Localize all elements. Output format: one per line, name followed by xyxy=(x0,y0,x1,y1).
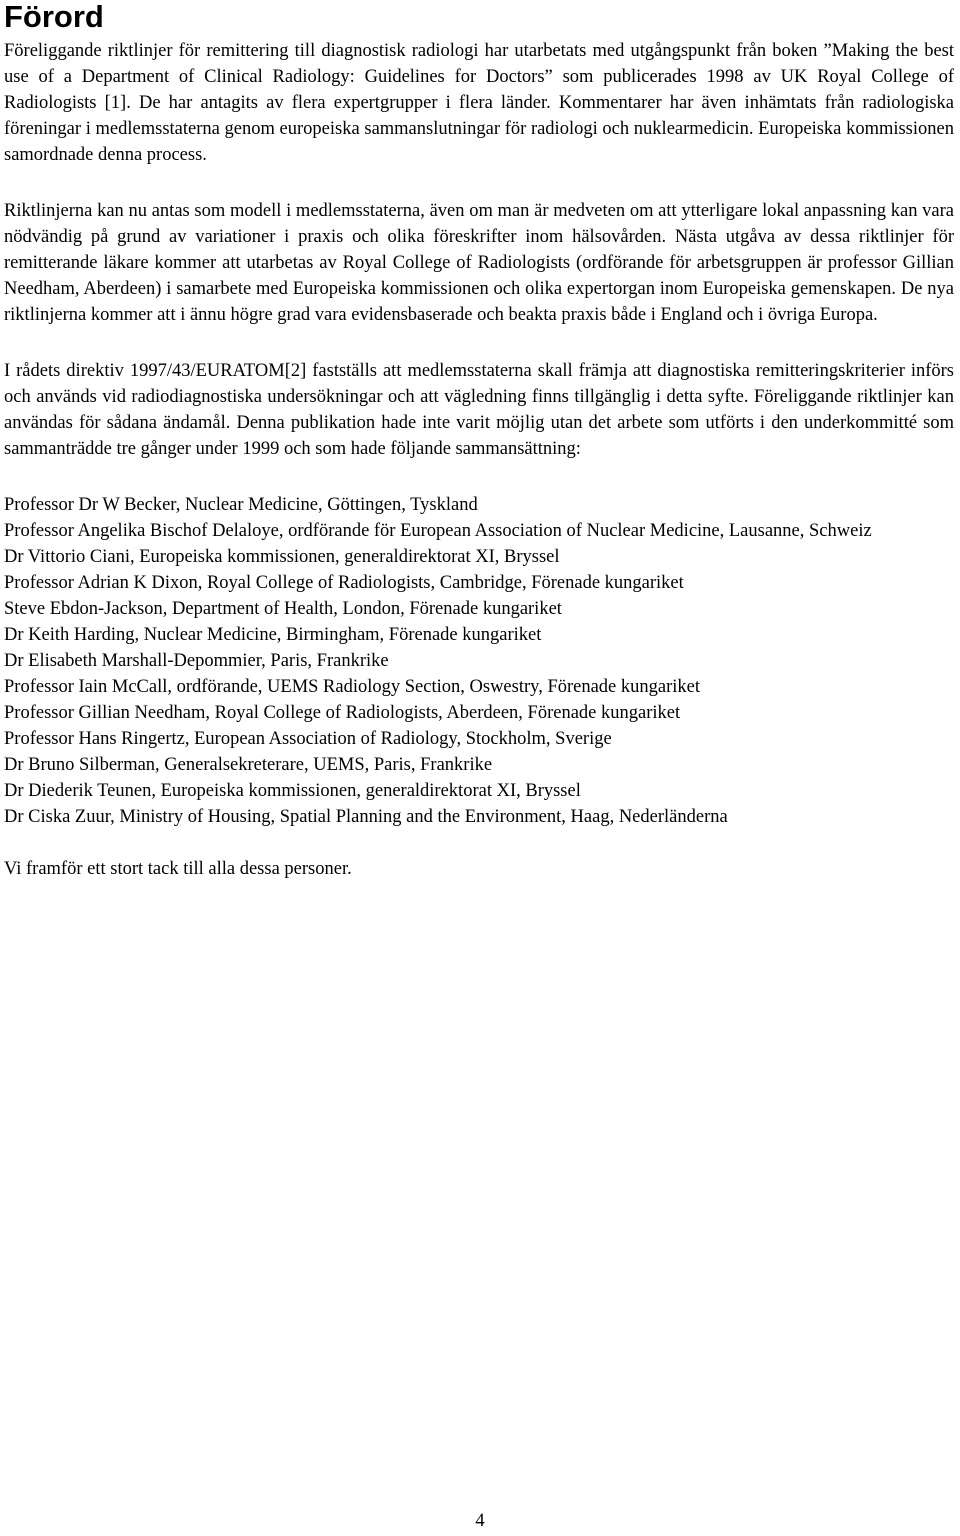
list-item: Dr Diederik Teunen, Europeiska kommissionen, generaldirektorat XI, Bryssel xyxy=(4,781,581,801)
thanks-line: Vi framför ett stort tack till alla dessa personer. xyxy=(4,859,352,879)
list-item: Professor Gillian Needham, Royal College of Radiologists, Aberdeen, Förenade kungariket xyxy=(4,703,681,723)
list-item: Professor Adrian K Dixon, Royal College of Radiologists, Cambridge, Förenade kungariket xyxy=(4,573,684,593)
paragraph-guidelines-model: Riktlinjerna kan nu antas som modell i medlemsstaterna, även om man är medveten om att ytterligare lokal anpassning kan vara nödvändig på grund av variationer i praxis och olika föreskrifter inom hälsovården. Nästa utgåva av dessa riktlinjer för remitterande läkare kommer att utarbetas av Royal College of Radiologists (ordförande för arbetsgruppen är professor Gillian Needham, Aberdeen) i samarbete med Europeiska kommissionen och olika expertorgan inom Europeiska gemenskapen. De nya riktlinjerna kommer att i ännu högre grad vara evidensbaserade och beakta praxis både i England och i övriga Europa. xyxy=(4,201,954,325)
paragraph-intro: Föreliggande riktlinjer för remittering till diagnostisk radiologi har utarbetats med utgångspunkt från boken ”Making the best use of a Department of Clinical Radiology: Guidelines for Doctors” som publicerades 1998 av UK Royal College of Radiologists [1]. De har antagits av flera expertgrupper i flera länder. Kommentarer har även inhämtats från radiologiska föreningar i medlemsstaterna genom europeiska sammanslutningar för radiologi och nuklearmedicin. Europeiska kommissionen samordnade denna process. xyxy=(4,41,954,165)
list-item: Dr Ciska Zuur, Ministry of Housing, Spatial Planning and the Environment, Haag, Nederländerna xyxy=(4,807,728,827)
list-item: Dr Keith Harding, Nuclear Medicine, Birmingham, Förenade kungariket xyxy=(4,625,542,645)
list-item: Professor Iain McCall, ordförande, UEMS Radiology Section, Oswestry, Förenade kungariket xyxy=(4,677,701,697)
page-title: Förord xyxy=(4,0,104,34)
list-item: Professor Hans Ringertz, European Association of Radiology, Stockholm, Sverige xyxy=(4,729,612,749)
paragraph-directive: I rådets direktiv 1997/43/EURATOM[2] fastställs att medlemsstaterna skall främja att diagnostiska remitteringskriterier införs och används vid radiodiagnostiska undersökningar och att vägledning finns tillgänglig i detta syfte. Föreliggande riktlinjer kan användas för sådana ändamål. Denna publikation hade inte varit möjlig utan det arbete som utförts i den underkommitté som sammanträdde tre gånger under 1999 och som hade följande sammansättning: xyxy=(4,361,954,459)
document-page xyxy=(4,0,954,901)
list-item: Dr Vittorio Ciani, Europeiska kommissionen, generaldirektorat XI, Bryssel xyxy=(4,547,560,567)
list-item: Dr Elisabeth Marshall-Depommier, Paris, Frankrike xyxy=(4,651,389,671)
page-number: 4 xyxy=(475,1511,485,1531)
list-item: Steve Ebdon-Jackson, Department of Health, London, Förenade kungariket xyxy=(4,599,562,619)
list-item: Professor Dr W Becker, Nuclear Medicine, Göttingen, Tyskland xyxy=(4,495,478,515)
committee-member-list xyxy=(4,492,954,830)
list-item: Dr Bruno Silberman, Generalsekreterare, UEMS, Paris, Frankrike xyxy=(4,755,493,775)
list-item: Professor Angelika Bischof Delaloye, ordförande för European Association of Nuclear Medicine, Lausanne, Schweiz xyxy=(4,521,872,541)
